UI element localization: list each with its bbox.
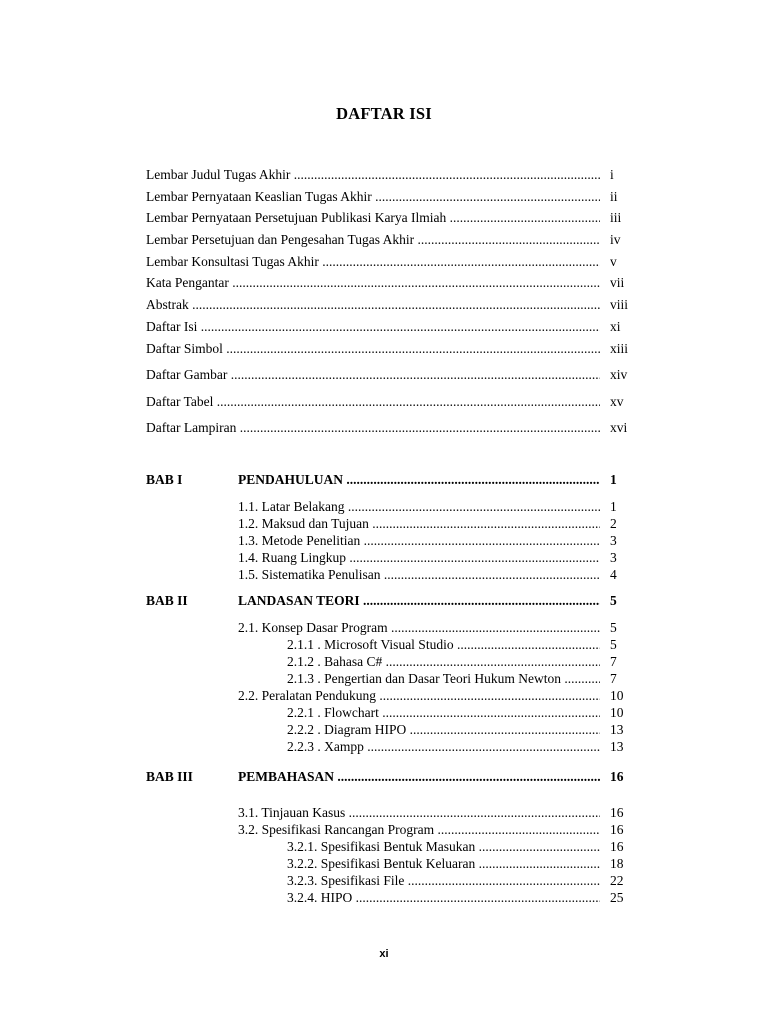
toc-entry-page: 13 — [610, 722, 624, 737]
toc-entry-page: 16 — [610, 822, 624, 837]
toc-entry-label: LANDASAN TEORI ..... — [238, 592, 600, 610]
toc-entry-label: Daftar Isi ..... — [146, 318, 600, 336]
toc-entry-page: viii — [610, 297, 629, 312]
toc-entry-page: 5 — [610, 620, 617, 635]
toc-entry-label: 1.5. Sistematika Penulisan ..... — [238, 566, 600, 584]
section-entry — [287, 889, 650, 907]
toc-entry — [146, 340, 650, 358]
section-entry — [238, 804, 650, 822]
toc-entry-page: 18 — [610, 856, 624, 871]
toc-entry-label: Daftar Lampiran ..... — [146, 419, 600, 437]
toc-entry-page: 13 — [610, 739, 624, 754]
toc-entry-label: Daftar Tabel ..... — [146, 393, 600, 411]
section-entry — [238, 619, 650, 637]
toc-entry-page: xiv — [610, 367, 628, 382]
toc-entry-page: 25 — [610, 890, 624, 905]
toc-entry-page: 5 — [610, 593, 617, 608]
toc-entry-page: 7 — [610, 654, 617, 669]
toc-entry-page: 3 — [610, 550, 617, 565]
toc-entry-page: 1 — [610, 499, 617, 514]
toc-entry-label: Lembar Persetujuan dan Pengesahan Tugas Akhir ..... — [146, 231, 600, 249]
chapter-number: BAB II — [146, 593, 188, 608]
toc-entry-page: 2 — [610, 516, 617, 531]
toc-entry-label: Lembar Pernyataan Persetujuan Publikasi Karya Ilmiah ..... — [146, 209, 600, 227]
toc-entry-page: vii — [610, 275, 625, 290]
section-entry — [287, 872, 650, 890]
toc-entry-page: 10 — [610, 688, 624, 703]
toc-entry-label: 2.2. Peralatan Pendukung ..... — [238, 687, 600, 705]
section-entry — [238, 566, 650, 584]
toc-entry — [146, 231, 650, 249]
section-entry — [287, 636, 650, 654]
toc-entry-label: 1.3. Metode Penelitian ..... — [238, 532, 600, 550]
section-entry — [238, 532, 650, 550]
chapter-number: BAB III — [146, 769, 193, 784]
toc-entry-page: xi — [610, 319, 621, 334]
toc-entry-page: i — [610, 167, 614, 182]
section-entry — [238, 498, 650, 516]
toc-entry-label: 2.1.3 . Pengertian dan Dasar Teori Hukum Newton ..... — [287, 670, 600, 688]
toc-entry-label: 1.1. Latar Belakang ..... — [238, 498, 600, 516]
toc-entry-page: xv — [610, 394, 624, 409]
toc-entry — [146, 274, 650, 292]
toc-entry-label: Daftar Simbol ..... — [146, 340, 600, 358]
section-entry — [287, 838, 650, 856]
toc-entry-page: iii — [610, 210, 622, 225]
toc-entry-page: 7 — [610, 671, 617, 686]
toc-entry — [146, 419, 650, 437]
section-entry — [238, 549, 650, 567]
toc-entry — [146, 166, 650, 184]
chapter-entry — [238, 768, 650, 786]
toc-entry — [146, 188, 650, 206]
toc-entry-label: PEMBAHASAN ..... — [238, 768, 600, 786]
toc-entry-label: 2.2.2 . Diagram HIPO ..... — [287, 721, 600, 739]
toc-entry-label: 2.2.3 . Xampp ..... — [287, 738, 600, 756]
toc-entry-page: 16 — [610, 839, 624, 854]
toc-entry-label: 3.2. Spesifikasi Rancangan Program ..... — [238, 821, 600, 839]
toc-entry-label: Lembar Pernyataan Keaslian Tugas Akhir ..... — [146, 188, 600, 206]
section-entry — [238, 687, 650, 705]
toc-entry-page: 1 — [610, 472, 617, 487]
toc-entry — [146, 253, 650, 271]
toc-entry-label: 2.1. Konsep Dasar Program ..... — [238, 619, 600, 637]
toc-entry-label: 1.2. Maksud dan Tujuan ..... — [238, 515, 600, 533]
toc-entry-label: 3.2.1. Spesifikasi Bentuk Masukan ..... — [287, 838, 600, 856]
toc-entry-page: xvi — [610, 420, 628, 435]
chapter-entry — [238, 592, 650, 610]
toc-entry-label: Lembar Judul Tugas Akhir ..... — [146, 166, 600, 184]
section-entry — [287, 653, 650, 671]
toc-entry-page: 16 — [610, 769, 624, 784]
section-entry — [238, 821, 650, 839]
toc-entry-page: 5 — [610, 637, 617, 652]
section-entry — [287, 855, 650, 873]
toc-entry-label: 2.1.2 . Bahasa C# ..... — [287, 653, 600, 671]
page-title: DAFTAR ISI — [336, 104, 432, 123]
toc-entry-page: 4 — [610, 567, 617, 582]
toc-entry-page: 10 — [610, 705, 624, 720]
toc-entry-label: Lembar Konsultasi Tugas Akhir ..... — [146, 253, 600, 271]
toc-entry-label: Daftar Gambar ..... — [146, 366, 600, 384]
toc-entry — [146, 366, 650, 384]
toc-entry-page: 3 — [610, 533, 617, 548]
toc-entry-page: 16 — [610, 805, 624, 820]
toc-entry-label: 3.1. Tinjauan Kasus ..... — [238, 804, 600, 822]
toc-entry-page: ii — [610, 189, 618, 204]
toc-entry-label: 2.1.1 . Microsoft Visual Studio ..... — [287, 636, 600, 654]
toc-entry-label: 3.2.3. Spesifikasi File ..... — [287, 872, 600, 890]
section-entry — [238, 515, 650, 533]
section-entry — [287, 721, 650, 739]
toc-entry — [146, 209, 650, 227]
page-number: xi — [379, 948, 389, 960]
toc-entry-page: 22 — [610, 873, 624, 888]
toc-entry-label: 3.2.4. HIPO ..... — [287, 889, 600, 907]
toc-entry-label: PENDAHULUAN ..... — [238, 471, 600, 489]
toc-entry-label: Kata Pengantar ..... — [146, 274, 600, 292]
chapter-entry — [238, 471, 650, 489]
toc-entry — [146, 296, 650, 314]
toc-entry-label: Abstrak ..... — [146, 296, 600, 314]
section-entry — [287, 670, 650, 688]
section-entry — [287, 704, 650, 722]
chapter-number: BAB I — [146, 472, 183, 487]
toc-entry-label: 1.4. Ruang Lingkup ..... — [238, 549, 600, 567]
toc-entry-label: 3.2.2. Spesifikasi Bentuk Keluaran ..... — [287, 855, 600, 873]
toc-entry — [146, 393, 650, 411]
toc-entry-label: 2.2.1 . Flowchart ..... — [287, 704, 600, 722]
toc-entry — [146, 318, 650, 336]
toc-entry-page: iv — [610, 232, 621, 247]
toc-entry-page: xiii — [610, 341, 629, 356]
section-entry — [287, 738, 650, 756]
toc-entry-page: v — [610, 254, 617, 269]
